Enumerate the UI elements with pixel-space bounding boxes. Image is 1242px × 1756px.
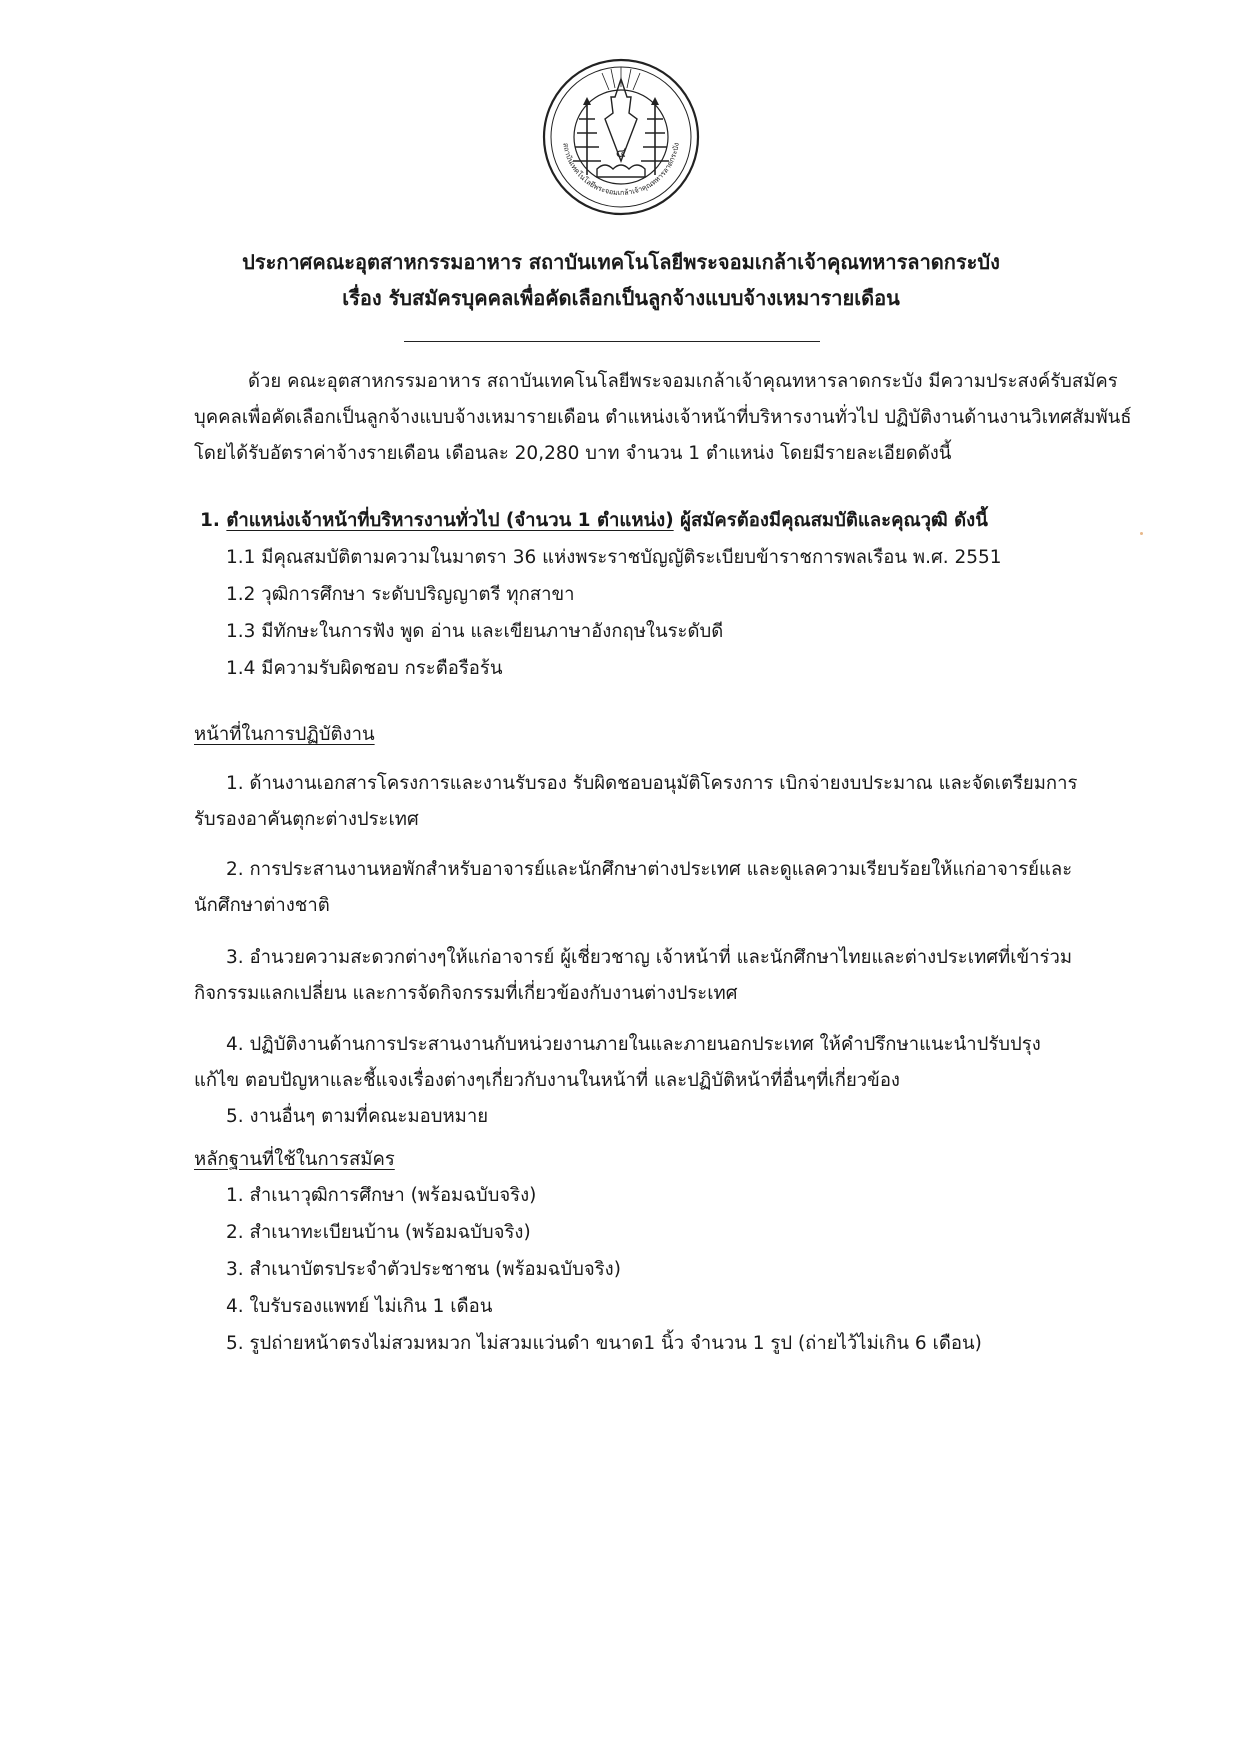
intro-line-3: โดยได้รับอัตราค่าจ้างรายเดือน เดือนละ 20,280 บาท จำนวน 1 ตำแหน่ง โดยมีรายละเอียดดังนี้ [194, 443, 952, 464]
qualification-item: 1.4 มีความรับผิดชอบ กระตือรือร้น [226, 658, 503, 679]
title-line-1: ประกาศคณะอุตสาหกรรมอาหาร สถาบันเทคโนโลยีพระจอมเกล้าเจ้าคุณทหารลาดกระบัง [242, 250, 1000, 274]
svg-text:๔: ๔ [615, 145, 627, 161]
seal-lettering: สถาบันเทคโนโลยีพระจอมเกล้าเจ้าคุณทหารลาดกระบัง [561, 142, 681, 198]
position-heading [194, 503, 1194, 539]
position-section [194, 503, 1194, 687]
position-heading-title: ตำแหน่งเจ้าหน้าที่บริหารงานทั่วไป (จำนวน 1 ตำแหน่ง) [226, 510, 674, 531]
document-item: 2. สำเนาทะเบียนบ้าน (พร้อมฉบับจริง) [226, 1222, 531, 1243]
duties-heading: หน้าที่ในการปฏิบัติงาน [194, 724, 375, 745]
intro-line-2: บุคคลเพื่อคัดเลือกเป็นลูกจ้างแบบจ้างเหมารายเดือน ตำแหน่งเจ้าหน้าที่บริหารงานทั่วไป ปฏิบัติงานด้านงานวิเทศสัมพันธ์ [194, 407, 1132, 428]
duty-line: กิจกรรมแลกเปลี่ยน และการจัดกิจกรรมที่เกี่ยวข้องกับงานต่างประเทศ [194, 983, 738, 1004]
documents-heading: หลักฐานที่ใช้ในการสมัคร [194, 1149, 395, 1170]
intro-line-1: ด้วย คณะอุตสาหกรรมอาหาร สถาบันเทคโนโลยีพระจอมเกล้าเจ้าคุณทหารลาดกระบัง มีความประสงค์รับสมัคร [248, 371, 1118, 392]
scan-speck [1140, 532, 1143, 535]
position-heading-tail: ผู้สมัครต้องมีคุณสมบัติและคุณวุฒิ ดังนี้ [680, 510, 988, 531]
duty-line: แก้ไข ตอบปัญหาและชี้แจงเรื่องต่างๆเกี่ยวกับงานในหน้าที่ และปฏิบัติหน้าที่อื่นๆที่เกี่ยวข้อง [194, 1070, 900, 1091]
document-item: 4. ใบรับรองแพทย์ ไม่เกิน 1 เดือน [226, 1296, 493, 1317]
duty-line: รับรองอาคันตุกะต่างประเทศ [194, 809, 419, 830]
duty-line: 4. ปฏิบัติงานด้านการประสานงานกับหน่วยงานภายในและภายนอกประเทศ ให้คำปรึกษาแนะนำปรับปรุง [226, 1034, 1041, 1055]
duty-line: 3. อำนวยความสะดวกต่างๆให้แก่อาจารย์ ผู้เชี่ยวชาญ เจ้าหน้าที่ และนักศึกษาไทยและต่างประเทศที่เข้าร่วม [226, 947, 1073, 968]
duty-line: 2. การประสานงานหอพักสำหรับอาจารย์และนักศึกษาต่างประเทศ และดูแลความเรียบร้อยให้แก่อาจารย์และ [226, 859, 1073, 880]
institute-seal-icon [541, 57, 701, 217]
document-item: 1. สำเนาวุฒิการศึกษา (พร้อมฉบับจริง) [226, 1185, 537, 1206]
qualification-item: 1.2 วุฒิการศึกษา ระดับปริญญาตรี ทุกสาขา [226, 584, 575, 605]
duties-section [194, 718, 1194, 752]
announcement-title [0, 244, 1242, 316]
duty-item [194, 1027, 1194, 1135]
intro-paragraph [194, 364, 1174, 472]
title-divider [404, 341, 820, 342]
documents-section [194, 1143, 1194, 1362]
qualification-item: 1.1 มีคุณสมบัติตามความในมาตรา 36 แห่งพระราชบัญญัติระเบียบข้าราชการพลเรือน พ.ศ. 2551 [226, 547, 1002, 568]
position-number: 1. [200, 510, 220, 531]
document-item: 3. สำเนาบัตรประจำตัวประชาชน (พร้อมฉบับจริง) [226, 1259, 621, 1280]
duty-item [194, 940, 1194, 1012]
duty-item [194, 766, 1194, 838]
duty-item [194, 852, 1194, 924]
document-item: 5. รูปถ่ายหน้าตรงไม่สวมหมวก ไม่สวมแว่นดำ ขนาด1 นิ้ว จำนวน 1 รูป (ถ่ายไว้ไม่เกิน 6 เดือน) [226, 1333, 982, 1354]
duty-line: 1. ด้านงานเอกสารโครงการและงานรับรอง รับผิดชอบอนุมัติโครงการ เบิกจ่ายงบประมาณ และจัดเตรียมการ [226, 773, 1078, 794]
duty-line: นักศึกษาต่างชาติ [194, 895, 330, 916]
duty-line: 5. งานอื่นๆ ตามที่คณะมอบหมาย [226, 1106, 489, 1127]
title-line-2: เรื่อง รับสมัครบุคคลเพื่อคัดเลือกเป็นลูกจ้างแบบจ้างเหมารายเดือน [342, 286, 900, 310]
qualification-item: 1.3 มีทักษะในการฟัง พูด อ่าน และเขียนภาษาอังกฤษในระดับดี [226, 621, 724, 642]
